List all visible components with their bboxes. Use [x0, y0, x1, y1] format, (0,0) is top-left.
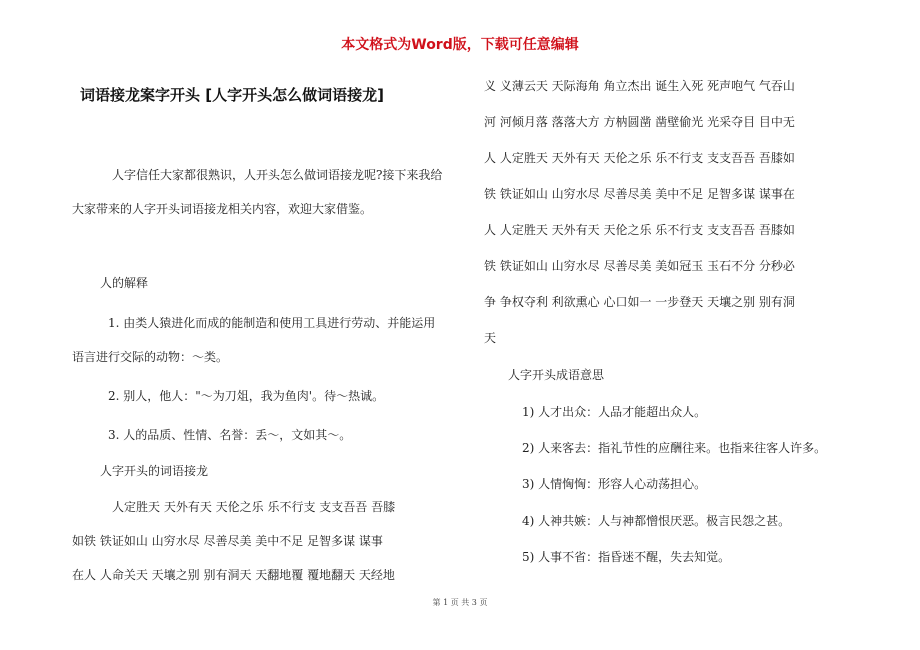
- chain-row: 人 人定胜天 天外有天 天伦之乐 乐不行支 支支吾吾 吾膝如: [484, 223, 795, 237]
- chain-line-1: 人定胜天 天外有天 天伦之乐 乐不行支 支支吾吾 吾膝: [112, 500, 396, 514]
- meaning-item: 5) 人事不省：指昏迷不醒，失去知觉。: [522, 550, 731, 564]
- heading-meaning: 人字开头成语意思: [508, 368, 605, 382]
- heading-chain: 人字开头的词语接龙: [100, 464, 209, 478]
- chain-row: 争 争权夺利 利欲熏心 心口如一 一步登天 天壤之别 别有洞: [484, 295, 795, 309]
- chain-row: 铁 铁证如山 山穷水尽 尽善尽美 美中不足 足智多谋 谋事在: [484, 187, 795, 201]
- chain-row: 人 人定胜天 天外有天 天伦之乐 乐不行支 支支吾吾 吾膝如: [484, 151, 795, 165]
- meaning-item: 3) 人情恟恟：形容人心动荡担心。: [522, 477, 707, 491]
- word-format-banner: 本文格式为Word版，下载可任意编辑: [341, 37, 579, 53]
- chain-row: 铁 铁证如山 山穷水尽 尽善尽美 美如冠玉 玉石不分 分秒必: [484, 259, 795, 273]
- chain-line-3: 在人 人命关天 天壤之别 别有洞天 天翻地覆 覆地翻天 天经地: [72, 568, 395, 582]
- definition-1-line-1: 1. 由类人猿进化而成的能制造和使用工具进行劳动、并能运用: [108, 316, 436, 330]
- definition-3: 3. 人的品质、性情、名誉：丢～，文如其～。: [108, 428, 352, 442]
- chain-line-2: 如铁 铁证如山 山穷水尽 尽善尽美 美中不足 足智多谋 谋事: [72, 534, 383, 548]
- chain-row: 天: [484, 331, 497, 345]
- chain-row: 河 河倾月落 落落大方 方枘圆凿 凿壁偷光 光采夺目 目中无: [484, 115, 795, 129]
- page-number-footer: 第 1 页 共 3 页: [432, 598, 488, 607]
- heading-explain: 人的解释: [100, 276, 149, 290]
- document-title: 词语接龙案字开头 [人字开头怎么做词语接龙]: [80, 86, 384, 104]
- meaning-item: 1) 人才出众：人品才能超出众人。: [522, 405, 707, 419]
- intro-line-1: 人字信任大家都很熟识，人开头怎么做词语接龙呢?接下来我给: [112, 168, 443, 182]
- meaning-item: 2) 人来客去：指礼节性的应酬往来。也指来往客人许多。: [522, 441, 827, 455]
- definition-2: 2. 别人，他人："～为刀俎，我为鱼肉'。待～热诚。: [108, 389, 385, 403]
- intro-line-2: 大家带来的人字开头词语接龙相关内容，欢迎大家借鉴。: [72, 202, 373, 216]
- meaning-item: 4) 人神共嫉：人与神都憎恨厌恶。极言民怨之甚。: [522, 514, 791, 528]
- definition-1-line-2: 语言进行交际的动物：～类。: [72, 350, 229, 364]
- chain-row: 义 义薄云天 天际海角 角立杰出 诞生入死 死声咆气 气吞山: [484, 79, 795, 93]
